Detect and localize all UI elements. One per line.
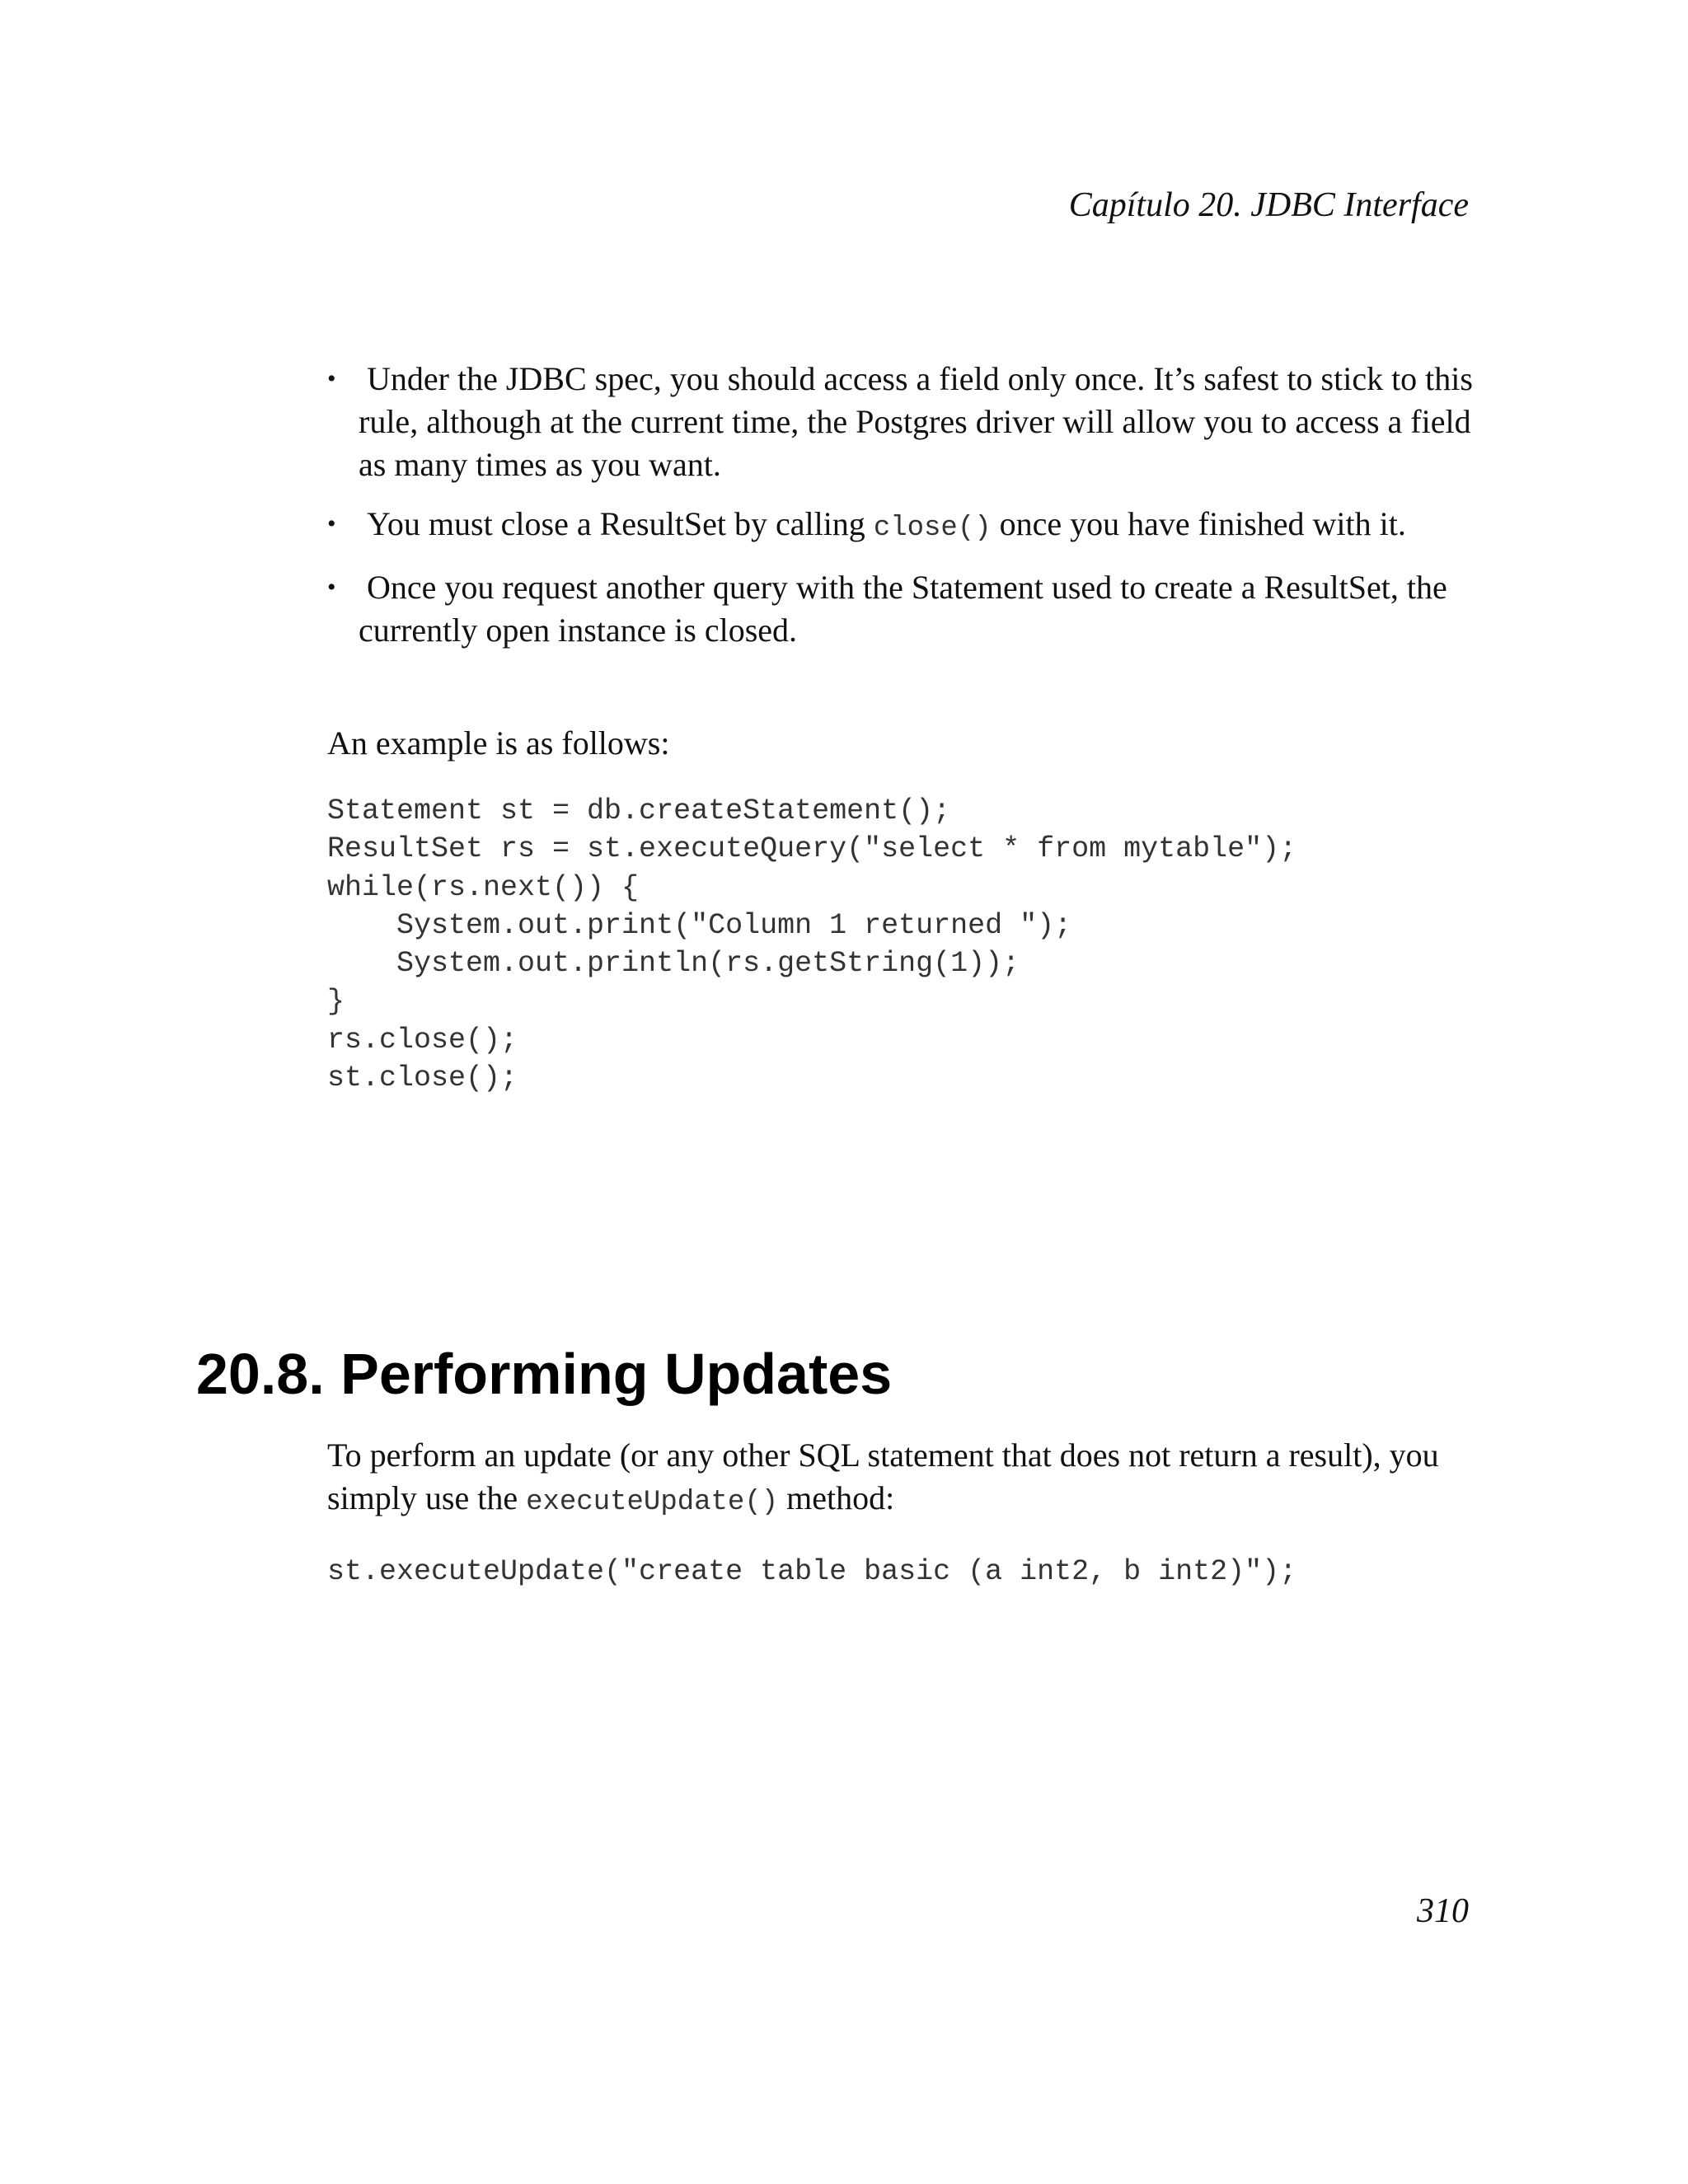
bullet-text: Once you request another query with the Statement used to create a ResultSet, the currently open instance is closed. xyxy=(359,569,1447,649)
list-item xyxy=(327,503,1481,550)
bullet-marker: • xyxy=(327,365,336,392)
inline-code-close: close() xyxy=(873,513,992,544)
list-item xyxy=(327,566,1481,652)
running-header: Capítulo 20. JDBC Interface xyxy=(1068,186,1469,224)
section-heading: 20.8. Performing Updates xyxy=(196,1342,893,1406)
list-item xyxy=(327,358,1481,486)
code-block-example: Statement st = db.createStatement(); ResultSet rs = st.executeQuery("select * from mytable"); while(rs.next()) { System.out.print("Column 1 returned "); System.out.println(rs.getString(1)); } rs.close(); st.close(); xyxy=(327,794,1297,1095)
bullet-marker: • xyxy=(327,510,336,537)
paragraph-text-after: method: xyxy=(778,1479,895,1516)
bullet-marker: • xyxy=(327,574,336,601)
inline-code-executeupdate: executeUpdate() xyxy=(526,1487,779,1518)
bullet-text-after: once you have finished with it. xyxy=(991,505,1406,542)
code-block-update: st.executeUpdate("create table basic (a int2, b int2)"); xyxy=(327,1555,1297,1588)
bullet-list xyxy=(327,358,1481,668)
bullet-text: Under the JDBC spec, you should access a field only once. It’s safest to stick to this rule, although at the current time, the Postgres driver will allow you to access a field as many times as you want. xyxy=(359,360,1473,483)
section-paragraph xyxy=(327,1434,1498,1524)
example-intro: An example is as follows: xyxy=(327,724,670,762)
page-number: 310 xyxy=(1417,1892,1469,1930)
paragraph-text-before: To perform an update (or any other SQL statement that does not return a result), you simply use the xyxy=(327,1436,1439,1516)
bullet-text-before: You must close a ResultSet by calling xyxy=(367,505,874,542)
